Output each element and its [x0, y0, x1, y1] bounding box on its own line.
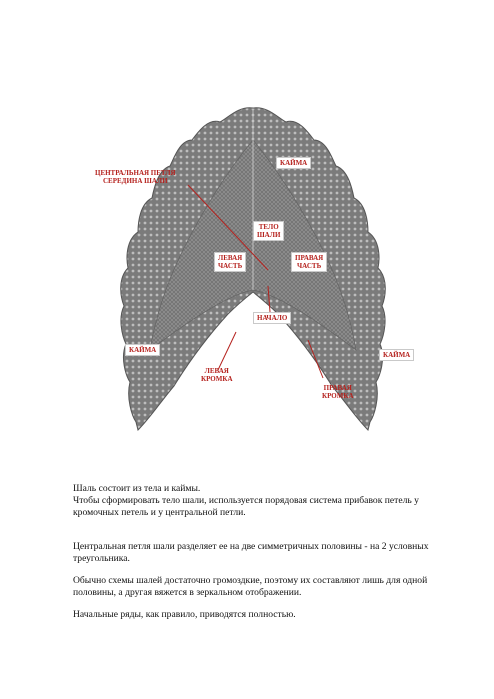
paragraph-3-line-2: половины, а другая вяжется в зеркальном отображении. — [73, 587, 302, 598]
label-left-part-line2: ЧАСТЬ — [218, 262, 243, 270]
label-body-line2: ШАЛИ — [257, 231, 281, 239]
label-left-edge-line1: ЛЕВАЯ — [204, 367, 229, 375]
paragraph-4 — [73, 609, 463, 621]
label-left-edge-line2: КРОМКА — [201, 375, 233, 383]
label-central-loop-line1: ЦЕНТРАЛЬНАЯ ПЕТЛЯ — [95, 169, 176, 177]
paragraph-1 — [73, 483, 463, 519]
pointer-left-edge — [218, 332, 236, 370]
paragraph-3 — [73, 575, 463, 599]
label-right-part-line1: ПРАВАЯ — [295, 254, 324, 262]
label-right-edge — [319, 383, 357, 401]
label-central-loop-line2: СЕРЕДИНА ШАЛИ — [102, 177, 168, 185]
label-start: НАЧАЛО — [253, 312, 291, 324]
label-left-part-line1: ЛЕВАЯ — [218, 254, 243, 262]
label-right-part — [291, 252, 327, 272]
shawl-illustration — [118, 100, 388, 460]
label-body-line1: ТЕЛО — [258, 223, 279, 231]
label-left-edge — [198, 366, 236, 384]
shawl-diagram — [118, 100, 388, 460]
paragraph-2-line-2: треугольника. — [73, 553, 130, 564]
label-central-loop — [92, 168, 179, 186]
label-left-part — [214, 252, 246, 272]
label-right-edge-line2: КРОМКА — [322, 392, 354, 400]
paragraph-2 — [73, 541, 463, 565]
label-right-part-line2: ЧАСТЬ — [297, 262, 322, 270]
paragraph-3-line-1: Обычно схемы шалей достаточно громоздкие, поэтому их составляют лишь для одной — [73, 575, 428, 586]
label-border-top: КАЙМА — [276, 157, 311, 169]
paragraph-1-line-3: кромочных петель и у центральной петли. — [73, 507, 246, 518]
paragraph-4-line-1: Начальные ряды, как правило, приводятся полностью. — [73, 609, 296, 620]
label-body — [253, 221, 284, 241]
paragraph-2-line-1: Центральная петля шали разделяет ее на две симметричных половины - на 2 условных — [73, 541, 429, 552]
label-border-left: КАЙМА — [125, 344, 160, 356]
paragraph-1-line-2: Чтобы сформировать тело шали, используется порядовая система прибавок петель у — [73, 495, 419, 506]
label-border-right: КАЙМА — [379, 349, 414, 361]
label-right-edge-line1: ПРАВАЯ — [323, 384, 352, 392]
paragraph-1-line-1: Шаль состоит из тела и каймы. — [73, 483, 201, 494]
